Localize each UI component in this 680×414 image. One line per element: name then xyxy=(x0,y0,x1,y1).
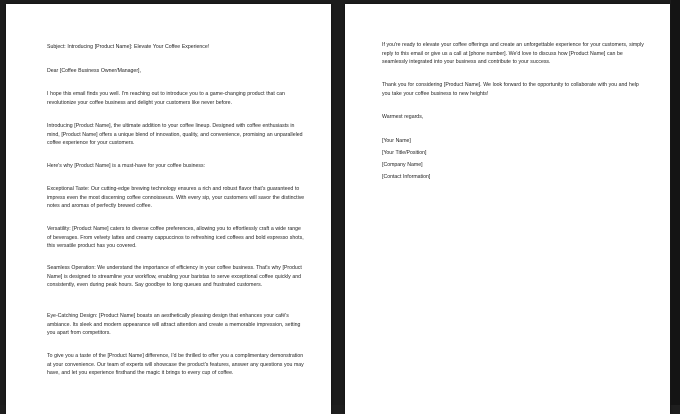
why-heading: Here's why [Product Name] is a must-have for your coffee business: xyxy=(47,163,206,169)
demo-offer-paragraph: To give you a taste of the [Product Name] difference, I'd be thrilled to offer you a complimentary demonstration at your convenience. Our team of experts will showcase the product's features, answer any questions you may have, and let you experience firsthand the magic it brings to every cup of coffee. xyxy=(47,353,304,377)
email-salutation: Dear [Coffee Business Owner/Manager], xyxy=(47,68,141,74)
versatility-paragraph: Versatility: [Product Name] caters to diverse coffee preferences, allowing you to effortlessly craft a wide range of beverages. From velvety lattes and creamy cappuccinos to refreshing iced coffees and bold espresso shots, this versatile product has you covered. xyxy=(47,226,304,250)
signature-company: [Company Name] xyxy=(382,162,423,168)
document-page-1 xyxy=(6,4,331,414)
call-to-action-paragraph: If you're ready to elevate your coffee offerings and create an unforgettable experience for your customers, simply reply to this email or give us a call at [phone number]. We'd love to discuss how [Product Name] can be seamlessly integrated into your business and contribute to your success. xyxy=(382,42,644,66)
introducing-paragraph: Introducing [Product Name], the ultimate addition to your coffee lineup. Designed with coffee enthusiasts in mind, [Product Name] offers a unique blend of innovation, quality, and convenience, promising an unparalleled coffee experience for your customers. xyxy=(47,123,303,147)
document-page-2 xyxy=(345,4,670,414)
seamless-paragraph: Seamless Operation: We understand the importance of efficiency in your coffee business. That's why [Product Name] is designed to streamline your workflow, enabling your baristas to serve exceptional coffee quickly and consistently, even during peak hours. Say goodbye to long queues and frustrated customers. xyxy=(47,265,302,289)
signature-name: [Your Name] xyxy=(382,138,411,144)
taste-paragraph: Exceptional Taste: Our cutting-edge brewing technology ensures a rich and robust flavor that's guaranteed to impress even the most discerning coffee connoisseurs. With every sip, your customers will savor the distinctive notes and aromas of perfectly brewed coffee. xyxy=(47,186,305,210)
design-paragraph: Eye-Catching Design: [Product Name] boasts an aesthetically pleasing design that enhances your café's ambiance. Its sleek and modern appearance will attract attention and create a memorable impression, setting you apart from competitors. xyxy=(47,313,301,337)
thanks-paragraph: Thank you for considering [Product Name]. We look forward to the opportunity to collaborate with you and help you take your coffee business to new heights! xyxy=(382,82,639,97)
email-subject: Subject: Introducing [Product Name]: Elevate Your Coffee Experience! xyxy=(47,44,210,50)
intro-paragraph: I hope this email finds you well. I'm reaching out to introduce you to a game-changing product that can revolutionize your coffee business and delight your customers like never before. xyxy=(47,91,285,106)
signature-contact: [Contact Information] xyxy=(382,174,431,180)
closing-line: Warmest regards, xyxy=(382,114,424,120)
window-edge xyxy=(671,0,680,405)
signature-title: [Your Title/Position] xyxy=(382,150,427,156)
